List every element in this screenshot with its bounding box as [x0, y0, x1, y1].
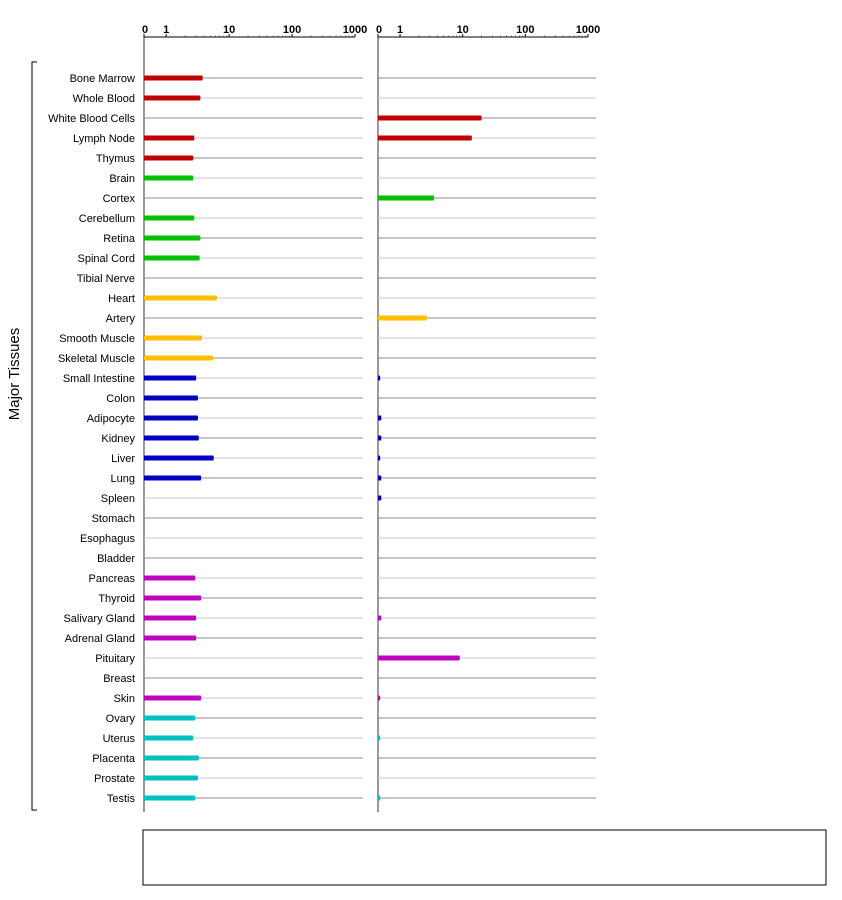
tissue-label: Lung — [110, 473, 135, 485]
expression-bar — [378, 736, 380, 741]
tissue-label: Esophagus — [79, 533, 135, 545]
expression-bar — [378, 656, 460, 661]
expression-bar — [378, 796, 380, 801]
expression-bar — [378, 316, 427, 321]
expression-bar — [144, 96, 200, 101]
expression-bar — [378, 196, 434, 201]
axis-tick-label: 100 — [282, 24, 302, 36]
tissue-rows — [48, 73, 136, 805]
tissue-label: Spleen — [100, 493, 135, 505]
expression-bar — [144, 736, 193, 741]
axis-tick-label: 1000 — [575, 24, 601, 36]
tissue-label: Cerebellum — [78, 213, 135, 225]
tissue-label: Breast — [103, 673, 135, 685]
y-axis-label: Major Tissues — [6, 327, 23, 421]
axis-tick-label: 1 — [163, 24, 170, 36]
tissue-label: Uterus — [102, 733, 135, 745]
expression-bar — [144, 356, 213, 361]
tissue-label: Artery — [105, 313, 135, 325]
expression-bar — [378, 456, 380, 461]
expression-bar — [144, 636, 196, 641]
axis-tick-label: 0 — [375, 24, 383, 36]
tissue-bracket — [32, 62, 37, 810]
tissue-label: Adrenal Gland — [64, 633, 135, 645]
expression-bar — [378, 436, 381, 441]
expression-bar — [144, 336, 202, 341]
axis-tick-label: 1000 — [342, 24, 368, 36]
axis-tick-label: 10 — [222, 24, 236, 36]
tissue-label: Smooth Muscle — [59, 333, 135, 345]
expression-bar — [144, 716, 195, 721]
expression-bar — [144, 256, 200, 261]
tissue-label: Spinal Cord — [77, 253, 135, 265]
tissue-label: Small Intestine — [62, 373, 135, 385]
expression-bar — [144, 476, 201, 481]
tissue-label: Tibial Nerve — [76, 273, 135, 285]
tissue-label: White Blood Cells — [48, 113, 135, 125]
tissue-label: Skeletal Muscle — [57, 353, 135, 365]
tissue-label: Cortex — [102, 193, 135, 205]
tissue-label: Colon — [106, 393, 135, 405]
expression-bar — [144, 376, 196, 381]
expression-bar — [144, 76, 203, 81]
tissue-label: Whole Blood — [72, 93, 135, 105]
expression-bar — [378, 496, 381, 501]
expression-bar — [378, 116, 482, 121]
expression-bar — [144, 176, 193, 181]
expression-bar — [144, 436, 199, 441]
expression-bar — [378, 376, 380, 381]
tissue-label: Ovary — [105, 713, 135, 725]
axis-tick-label: 100 — [516, 24, 535, 36]
tissue-label: Testis — [106, 793, 135, 805]
tissue-label: Kidney — [101, 433, 135, 445]
expression-bar — [144, 596, 201, 601]
expression-bar — [144, 776, 198, 781]
tissue-label: Liver — [111, 453, 135, 465]
expression-bar — [144, 416, 198, 421]
tissue-label: Heart — [108, 293, 135, 305]
axis-tick-label: 1 — [396, 24, 404, 36]
expression-bar — [144, 576, 195, 581]
tissue-label: Pituitary — [95, 653, 135, 665]
expression-bar — [144, 236, 200, 241]
tissue-label: Bone Marrow — [69, 73, 135, 85]
expression-bar — [378, 696, 380, 701]
expression-bar — [144, 216, 194, 221]
expression-bar — [378, 476, 381, 481]
expression-bar — [144, 616, 196, 621]
tissue-label: Lymph Node — [73, 133, 135, 145]
expression-bar — [378, 616, 381, 621]
expression-bar — [144, 156, 193, 161]
tissue-label: Bladder — [97, 553, 135, 565]
tissue-label: Retina — [103, 233, 135, 245]
panel-microarray — [142, 24, 367, 812]
tissue-label: Thymus — [95, 153, 135, 165]
tissue-label: Pancreas — [88, 573, 135, 585]
tissue-label: Placenta — [92, 753, 135, 765]
expression-bar — [144, 456, 214, 461]
tissue-label: Thyroid — [98, 593, 135, 605]
expression-bar — [378, 136, 472, 141]
tissue-label: Adipocyte — [86, 413, 135, 425]
expression-bar — [144, 696, 201, 701]
panel-rnaseq — [376, 24, 600, 812]
axis-tick-label: 0 — [141, 24, 149, 36]
expression-bar — [144, 756, 199, 761]
axis-tick-label: 10 — [456, 24, 469, 36]
tissue-label: Prostate — [94, 773, 135, 785]
tissue-label: Salivary Gland — [63, 613, 135, 625]
expression-bar — [144, 296, 217, 301]
expression-bar — [144, 136, 194, 141]
expression-bar — [378, 416, 381, 421]
tissue-label: Skin — [113, 693, 135, 705]
tissue-label: Brain — [109, 173, 135, 185]
expression-bar — [144, 396, 198, 401]
legend-box — [143, 830, 826, 885]
expression-bar — [144, 796, 195, 801]
tissue-label: Stomach — [91, 513, 135, 525]
expression-panels — [142, 24, 600, 812]
